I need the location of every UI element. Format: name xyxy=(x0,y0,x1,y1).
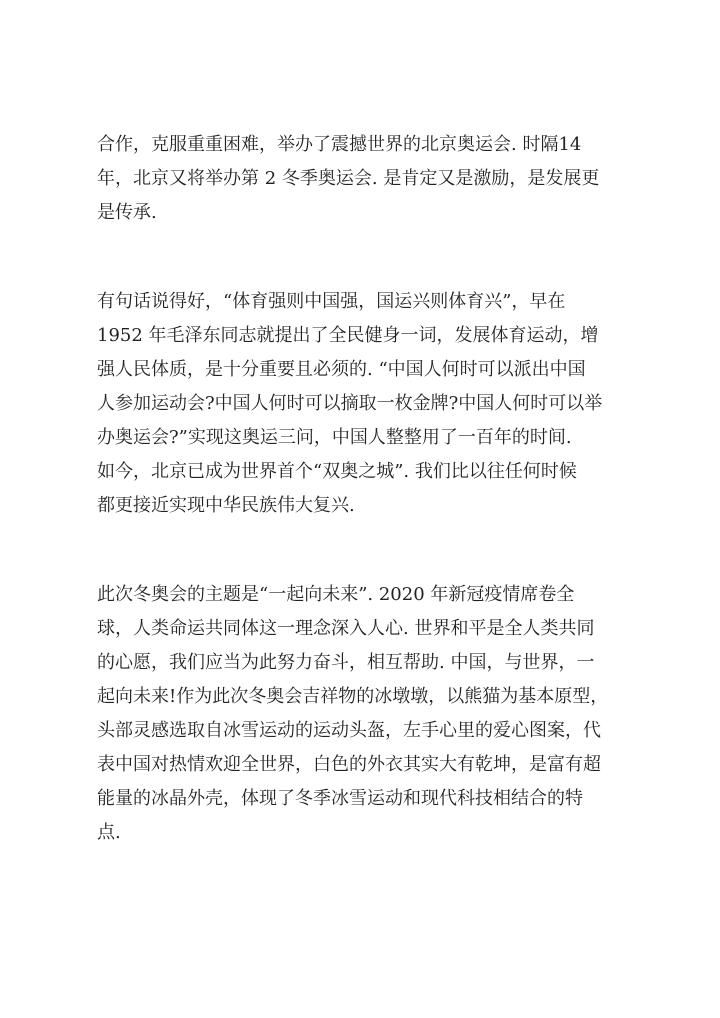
paragraph-line: 球，人类命运共同体这一理念深入人心. 世界和平是全人类共同 xyxy=(97,618,595,639)
paragraph-line: 表中国对热情欢迎全世界，白色的外衣其实大有乾坤，是富有超 xyxy=(97,754,601,775)
paragraph-line: 人参加运动会?中国人何时可以摘取一枚金牌?中国人何时可以举 xyxy=(97,393,603,414)
paragraph-line: 能量的冰晶外壳，体现了冬季冰雪运动和现代科技相结合的特 xyxy=(97,788,583,809)
paragraph-line: 强人民体质，是十分重要且必须的. “中国人何时可以派出中国 xyxy=(97,359,586,380)
paragraph-line: 头部灵感选取自冰雪运动的运动头盔，左手心里的爱心图案，代 xyxy=(97,720,601,741)
paragraph-line: 合作，克服重重困难，举办了震撼世界的北京奥运会. 时隔14 xyxy=(97,134,582,155)
paragraph-line: 有句话说得好，“体育强则中国强，国运兴则体育兴”，早在 xyxy=(97,291,566,312)
paragraph-beijing-olympics xyxy=(97,128,599,230)
paragraph-sports-nation xyxy=(97,285,602,523)
paragraph-line: 此次冬奥会的主题是“一起向未来”. 2020 年新冠疫情席卷全 xyxy=(97,584,575,605)
paragraph-line: 年，北京又将举办第 2 冬季奥运会. 是肯定又是激励，是发展更 xyxy=(97,168,600,189)
paragraph-line: 1952 年毛泽东同志就提出了全民健身一词，发展体育运动，增 xyxy=(97,325,599,346)
paragraph-line: 起向未来!作为此次冬奥会吉祥物的冰墩墩，以熊猫为基本原型， xyxy=(97,686,609,707)
paragraph-line: 是传承. xyxy=(97,202,157,223)
paragraph-line: 都更接近实现中华民族伟大复兴. xyxy=(97,495,355,516)
paragraph-line: 点. xyxy=(97,822,121,843)
paragraph-line: 办奥运会?”实现这奥运三问，中国人整整用了一百年的时间. xyxy=(97,427,572,448)
paragraph-line: 的心愿，我们应当为此努力奋斗，相互帮助. 中国，与世界，一 xyxy=(97,652,595,673)
paragraph-line: 如今，北京已成为世界首个“双奥之城”. 我们比以往任何时候 xyxy=(97,461,577,482)
paragraph-together-future xyxy=(97,578,608,850)
